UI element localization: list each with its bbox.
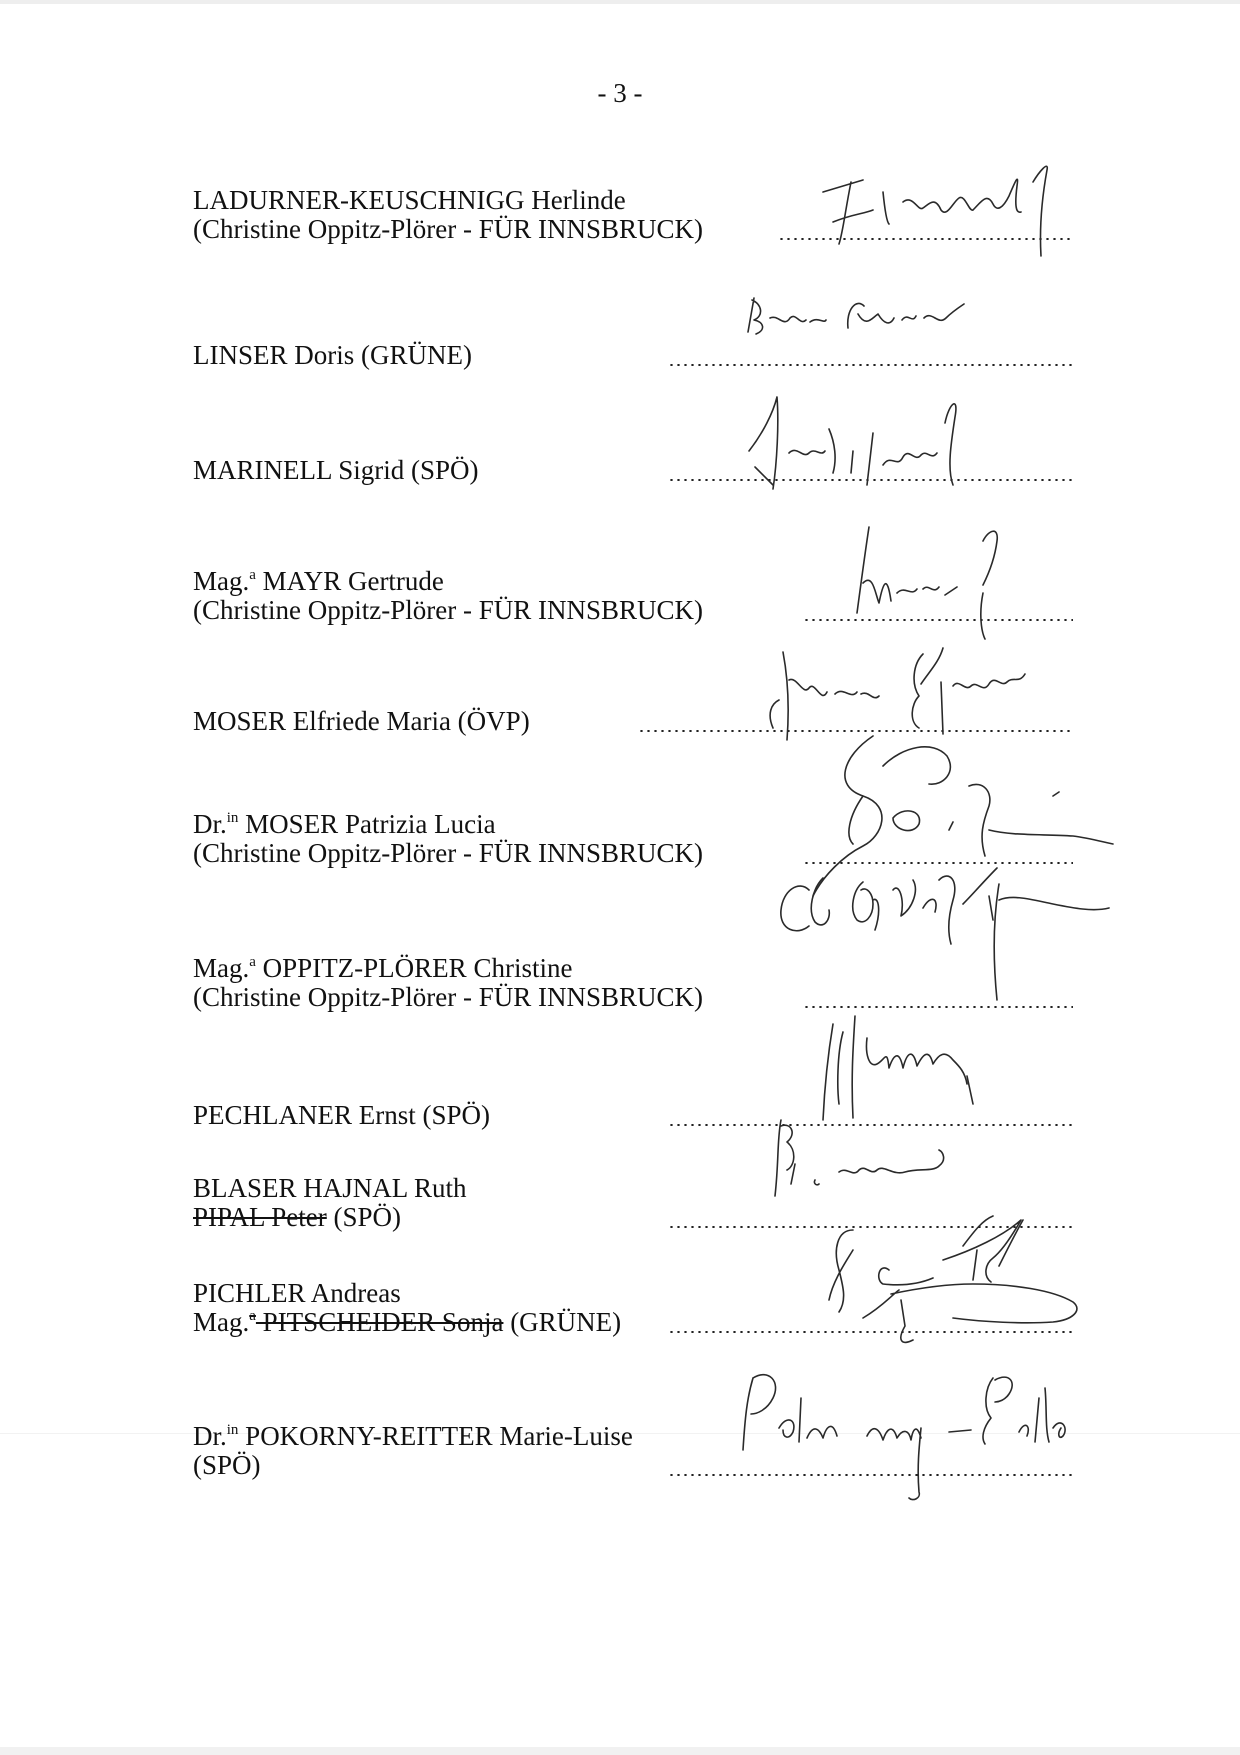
name-text: PECHLANER Ernst (SPÖ) xyxy=(193,1100,491,1130)
name-line xyxy=(193,1308,621,1337)
name-text: POKORNY-REITTER Marie-Luise xyxy=(238,1421,633,1451)
signatory-name xyxy=(193,1174,467,1232)
title-superscript: a xyxy=(249,954,256,970)
name-text: OPPITZ-PLÖRER Christine xyxy=(255,953,573,983)
name-text: LINSER Doris (GRÜNE) xyxy=(193,340,472,370)
name-text: Mag. xyxy=(193,566,250,596)
name-text: (SPÖ) xyxy=(193,1450,261,1480)
handwritten-signature xyxy=(743,1100,1043,1210)
name-line xyxy=(193,1101,490,1130)
name-line xyxy=(193,215,703,244)
signatory-name xyxy=(193,1101,490,1130)
name-line xyxy=(193,839,703,868)
name-line xyxy=(193,1203,467,1232)
name-line xyxy=(193,954,703,983)
name-text: Dr. xyxy=(193,1421,227,1451)
title-superscript: a xyxy=(249,567,256,583)
signature-dotted-line xyxy=(668,364,1073,366)
name-line xyxy=(193,1279,621,1308)
name-text: (Christine Oppitz-Plörer - FÜR INNSBRUCK) xyxy=(193,982,703,1012)
signatory-name xyxy=(193,456,479,485)
name-line xyxy=(193,456,479,485)
signatory-name xyxy=(193,341,472,370)
name-text: LADURNER-KEUSCHNIGG Herlinde xyxy=(193,185,626,215)
name-line xyxy=(193,983,703,1012)
title-superscript: in xyxy=(226,1422,239,1438)
handwritten-signature xyxy=(723,1358,1163,1508)
handwritten-signature xyxy=(643,1210,1143,1350)
signatory-name xyxy=(193,567,703,625)
name-text: (Christine Oppitz-Plörer - FÜR INNSBRUCK) xyxy=(193,838,703,868)
name-text: PICHLER Andreas xyxy=(193,1278,401,1308)
name-text: Mag. xyxy=(193,953,250,983)
name-line xyxy=(193,810,703,839)
name-text: (Christine Oppitz-Plörer - FÜR INNSBRUCK) xyxy=(193,595,703,625)
scan-top-edge xyxy=(0,0,1240,4)
name-text: (GRÜNE) xyxy=(503,1307,622,1337)
name-text: (SPÖ) xyxy=(326,1202,402,1232)
name-text: (Christine Oppitz-Plörer - FÜR INNSBRUCK) xyxy=(193,214,703,244)
name-text: Dr. xyxy=(193,809,227,839)
signatory-entry xyxy=(193,553,1143,633)
name-line xyxy=(193,1174,467,1203)
name-text: MOSER Elfriede Maria (ÖVP) xyxy=(193,706,530,736)
signatory-name xyxy=(193,954,703,1012)
signatory-entry xyxy=(193,1265,1143,1345)
page-number: - 3 - xyxy=(597,78,643,108)
signatory-name xyxy=(193,186,703,244)
name-text: MARINELL Sigrid (SPÖ) xyxy=(193,455,479,485)
name-line xyxy=(193,707,530,736)
name-line xyxy=(193,186,703,215)
struck-text: PIPAL Peter xyxy=(193,1202,327,1232)
signatory-name xyxy=(193,1279,621,1337)
handwritten-signature xyxy=(738,288,998,358)
signatory-entry xyxy=(193,413,1143,493)
name-text: MAYR Gertrude xyxy=(255,566,444,596)
handwritten-signature xyxy=(833,523,1033,643)
handwritten-signature xyxy=(803,152,1103,272)
name-text: BLASER HAJNAL Ruth xyxy=(193,1173,467,1203)
struck-text: PITSCHEIDER Sonja xyxy=(255,1307,504,1337)
name-line xyxy=(193,1422,633,1451)
name-line xyxy=(193,341,472,370)
name-text: Mag. xyxy=(193,1307,250,1337)
signatory-entry xyxy=(193,1408,1143,1488)
signatory-entry xyxy=(193,298,1143,378)
signatory-name xyxy=(193,810,703,868)
title-superscript: a xyxy=(249,1308,256,1324)
signatory-entry xyxy=(193,172,1143,252)
signatory-name xyxy=(193,1422,633,1480)
name-line xyxy=(193,1451,633,1480)
scan-bottom-edge xyxy=(0,1747,1240,1755)
name-line xyxy=(193,567,703,596)
signatory-name xyxy=(193,707,530,736)
handwritten-signature xyxy=(733,393,993,493)
name-text: MOSER Patrizia Lucia xyxy=(238,809,496,839)
title-superscript: in xyxy=(226,810,239,826)
name-line xyxy=(193,596,703,625)
